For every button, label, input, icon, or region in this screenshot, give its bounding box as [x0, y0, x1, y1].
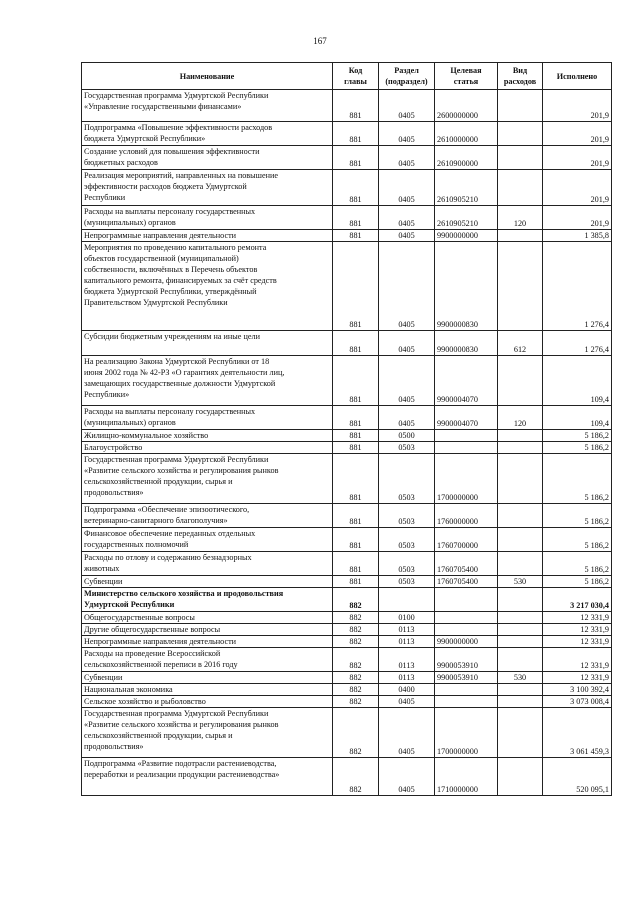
- cell-name: Непрограммные направления деятельности: [82, 636, 333, 648]
- cell-amount: 5 186,2: [543, 454, 612, 504]
- cell-type: 612: [498, 331, 543, 356]
- cell-target: 9900053910: [435, 648, 498, 672]
- cell-amount: 201,9: [543, 122, 612, 146]
- header-target: Целевая статья: [435, 63, 498, 90]
- cell-type: [498, 122, 543, 146]
- cell-section: [379, 588, 435, 612]
- cell-type: [498, 588, 543, 612]
- cell-section: 0405: [379, 356, 435, 406]
- cell-type: 120: [498, 406, 543, 430]
- cell-section: 0113: [379, 648, 435, 672]
- cell-target: 9900004070: [435, 356, 498, 406]
- table-row: [82, 672, 612, 684]
- cell-name: Другие общегосударственные вопросы: [82, 624, 333, 636]
- cell-code: 882: [333, 684, 379, 696]
- cell-name: Государственная программа Удмуртской Республики «Управление государственными финансами»: [82, 90, 333, 122]
- cell-type: [498, 758, 543, 796]
- cell-amount: 5 186,2: [543, 504, 612, 528]
- cell-type: [498, 454, 543, 504]
- cell-name: Создание условий для повышения эффективности бюджетных расходов: [82, 146, 333, 170]
- cell-code: 881: [333, 406, 379, 430]
- cell-type: [498, 242, 543, 331]
- cell-type: [498, 636, 543, 648]
- cell-name: Общегосударственные вопросы: [82, 612, 333, 624]
- cell-code: 881: [333, 206, 379, 230]
- cell-target: 2610000000: [435, 122, 498, 146]
- cell-code: 881: [333, 331, 379, 356]
- cell-type: [498, 230, 543, 242]
- cell-amount: 201,9: [543, 146, 612, 170]
- cell-code: 881: [333, 442, 379, 454]
- cell-amount: 3 061 459,3: [543, 708, 612, 758]
- cell-section: 0405: [379, 170, 435, 206]
- table-row: [82, 758, 612, 796]
- table-row: [82, 708, 612, 758]
- cell-type: [498, 624, 543, 636]
- cell-code: 882: [333, 612, 379, 624]
- cell-type: [498, 648, 543, 672]
- cell-section: 0503: [379, 576, 435, 588]
- cell-type: [498, 528, 543, 552]
- cell-target: [435, 612, 498, 624]
- cell-section: 0405: [379, 206, 435, 230]
- cell-code: 882: [333, 708, 379, 758]
- cell-type: [498, 430, 543, 442]
- table-row: [82, 242, 612, 331]
- cell-name: Расходы по отлову и содержанию безнадзорных животных: [82, 552, 333, 576]
- table-row: [82, 552, 612, 576]
- cell-target: 2610905210: [435, 206, 498, 230]
- cell-name: Государственная программа Удмуртской Республики «Развитие сельского хозяйства и регулирования рынков сельскохозяйственной продукции, сырья и продовольствия»: [82, 708, 333, 758]
- table-row: [82, 331, 612, 356]
- table-row: [82, 528, 612, 552]
- cell-code: 882: [333, 758, 379, 796]
- cell-section: 0113: [379, 624, 435, 636]
- cell-amount: 1 276,4: [543, 242, 612, 331]
- cell-section: 0405: [379, 122, 435, 146]
- cell-amount: 1 276,4: [543, 331, 612, 356]
- cell-name: Субвенции: [82, 576, 333, 588]
- cell-section: 0113: [379, 636, 435, 648]
- cell-section: 0405: [379, 708, 435, 758]
- header-code: Код главы: [333, 63, 379, 90]
- cell-code: 881: [333, 122, 379, 146]
- cell-amount: 5 186,2: [543, 430, 612, 442]
- cell-amount: 12 331,9: [543, 612, 612, 624]
- cell-code: 881: [333, 356, 379, 406]
- cell-target: 9900004070: [435, 406, 498, 430]
- cell-amount: 5 186,2: [543, 552, 612, 576]
- cell-section: 0405: [379, 230, 435, 242]
- cell-section: 0405: [379, 696, 435, 708]
- cell-amount: 3 217 030,4: [543, 588, 612, 612]
- cell-section: 0405: [379, 146, 435, 170]
- cell-target: 1760700000: [435, 528, 498, 552]
- cell-amount: 201,9: [543, 206, 612, 230]
- cell-type: [498, 612, 543, 624]
- cell-section: 0405: [379, 406, 435, 430]
- cell-amount: 3 100 392,4: [543, 684, 612, 696]
- table-row: [82, 648, 612, 672]
- cell-name: Реализация мероприятий, направленных на повышение эффективности расходов бюджета Удмуртской Республики: [82, 170, 333, 206]
- table-row: [82, 696, 612, 708]
- cell-section: 0400: [379, 684, 435, 696]
- table-body: [82, 90, 612, 796]
- cell-target: [435, 696, 498, 708]
- cell-target: 1760705400: [435, 552, 498, 576]
- cell-type: [498, 90, 543, 122]
- cell-name: Расходы на проведение Всероссийской сельскохозяйственной переписи в 2016 году: [82, 648, 333, 672]
- cell-target: [435, 624, 498, 636]
- table-row: [82, 430, 612, 442]
- cell-target: 1710000000: [435, 758, 498, 796]
- table-row: [82, 90, 612, 122]
- cell-target: 9900000000: [435, 230, 498, 242]
- cell-name: Непрограммные направления деятельности: [82, 230, 333, 242]
- table-row: [82, 356, 612, 406]
- table-row: [82, 230, 612, 242]
- cell-section: 0503: [379, 528, 435, 552]
- cell-code: 881: [333, 576, 379, 588]
- cell-section: 0100: [379, 612, 435, 624]
- cell-name: Расходы на выплаты персоналу государственных (муниципальных) органов: [82, 206, 333, 230]
- cell-name: Подпрограмма «Развитие подотрасли растениеводства, переработки и реализации продукции растениеводства»: [82, 758, 333, 796]
- cell-name: Государственная программа Удмуртской Республики «Развитие сельского хозяйства и регулирования рынков сельскохозяйственной продукции, сырья и продовольствия»: [82, 454, 333, 504]
- cell-section: 0113: [379, 672, 435, 684]
- cell-code: 881: [333, 504, 379, 528]
- cell-target: 9900000830: [435, 331, 498, 356]
- cell-type: 530: [498, 576, 543, 588]
- cell-amount: 109,4: [543, 406, 612, 430]
- cell-amount: 5 186,2: [543, 442, 612, 454]
- cell-amount: 5 186,2: [543, 528, 612, 552]
- cell-type: [498, 356, 543, 406]
- cell-target: 9900053910: [435, 672, 498, 684]
- cell-name: Подпрограмма «Повышение эффективности расходов бюджета Удмуртской Республики»: [82, 122, 333, 146]
- cell-target: 9900000830: [435, 242, 498, 331]
- cell-target: [435, 684, 498, 696]
- table-row: [82, 454, 612, 504]
- table-row: [82, 504, 612, 528]
- cell-target: 1700000000: [435, 454, 498, 504]
- cell-name: Мероприятия по проведению капитального ремонта объектов государственной (муниципальной) собственности, включённых в Перечень объектов капитального ремонта, финансируемых за счёт средств бюджета Удмуртской Республики, утверждённый Правительством Удмуртской Республики: [82, 242, 333, 331]
- table-row: [82, 206, 612, 230]
- table-row: [82, 406, 612, 430]
- cell-type: [498, 442, 543, 454]
- cell-target: 2610900000: [435, 146, 498, 170]
- cell-amount: 12 331,9: [543, 636, 612, 648]
- cell-section: 0405: [379, 90, 435, 122]
- cell-code: 881: [333, 552, 379, 576]
- cell-name: Благоустройство: [82, 442, 333, 454]
- cell-amount: 3 073 008,4: [543, 696, 612, 708]
- cell-type: [498, 684, 543, 696]
- cell-code: 881: [333, 146, 379, 170]
- table-row: [82, 170, 612, 206]
- cell-name: Жилищно-коммунальное хозяйство: [82, 430, 333, 442]
- header-type: Вид расходов: [498, 63, 543, 90]
- cell-code: 881: [333, 528, 379, 552]
- table-row: [82, 684, 612, 696]
- cell-name: Национальная экономика: [82, 684, 333, 696]
- cell-section: 0503: [379, 504, 435, 528]
- cell-amount: 201,9: [543, 170, 612, 206]
- cell-type: [498, 696, 543, 708]
- table-row: [82, 624, 612, 636]
- cell-code: 881: [333, 430, 379, 442]
- cell-name: Подпрограмма «Обеспечение эпизоотического, ветеринарно-санитарного благополучия»: [82, 504, 333, 528]
- table-header-row: [82, 63, 612, 90]
- cell-type: [498, 504, 543, 528]
- cell-target: 1760000000: [435, 504, 498, 528]
- cell-target: 1760705400: [435, 576, 498, 588]
- cell-section: 0503: [379, 552, 435, 576]
- cell-name: Субсидии бюджетным учреждениям на иные цели: [82, 331, 333, 356]
- table-row: [82, 612, 612, 624]
- cell-code: 881: [333, 230, 379, 242]
- header-section: Раздел (подраздел): [379, 63, 435, 90]
- cell-code: 882: [333, 696, 379, 708]
- cell-type: 530: [498, 672, 543, 684]
- cell-target: 2610905210: [435, 170, 498, 206]
- cell-amount: 1 385,8: [543, 230, 612, 242]
- cell-section: 0405: [379, 331, 435, 356]
- table-row: [82, 122, 612, 146]
- table-row: [82, 636, 612, 648]
- cell-code: 882: [333, 648, 379, 672]
- cell-target: 9900000000: [435, 636, 498, 648]
- cell-name: Финансовое обеспечение переданных отдельных государственных полномочий: [82, 528, 333, 552]
- cell-name: Министерство сельского хозяйства и продовольствия Удмуртской Республики: [82, 588, 333, 612]
- header-name: Наименование: [82, 63, 333, 90]
- cell-type: [498, 708, 543, 758]
- cell-amount: 109,4: [543, 356, 612, 406]
- cell-code: 882: [333, 672, 379, 684]
- cell-section: 0503: [379, 454, 435, 504]
- table-row: [82, 588, 612, 612]
- cell-section: 0503: [379, 442, 435, 454]
- cell-section: 0500: [379, 430, 435, 442]
- budget-table: [81, 62, 612, 796]
- cell-name: Субвенции: [82, 672, 333, 684]
- table-row: [82, 576, 612, 588]
- cell-type: [498, 552, 543, 576]
- cell-name: Расходы на выплаты персоналу государственных (муниципальных) органов: [82, 406, 333, 430]
- header-amount: Исполнено: [543, 63, 612, 90]
- cell-target: [435, 442, 498, 454]
- cell-code: 882: [333, 636, 379, 648]
- cell-target: 1700000000: [435, 708, 498, 758]
- cell-amount: 12 331,9: [543, 672, 612, 684]
- cell-amount: 12 331,9: [543, 648, 612, 672]
- cell-target: [435, 430, 498, 442]
- cell-section: 0405: [379, 758, 435, 796]
- cell-type: 120: [498, 206, 543, 230]
- cell-code: 881: [333, 454, 379, 504]
- cell-name: На реализацию Закона Удмуртской Республики от 18 июня 2002 года № 42-РЗ «О гарантиях деятельности лиц, замещающих государственные должности Удмуртской Республики»: [82, 356, 333, 406]
- cell-type: [498, 146, 543, 170]
- cell-amount: 12 331,9: [543, 624, 612, 636]
- table-row: [82, 442, 612, 454]
- cell-target: [435, 588, 498, 612]
- cell-amount: 201,9: [543, 90, 612, 122]
- page-number: 167: [313, 36, 327, 46]
- cell-section: 0405: [379, 242, 435, 331]
- cell-amount: 5 186,2: [543, 576, 612, 588]
- cell-type: [498, 170, 543, 206]
- cell-name: Сельское хозяйство и рыболовство: [82, 696, 333, 708]
- table-row: [82, 146, 612, 170]
- cell-code: 882: [333, 624, 379, 636]
- cell-target: 2600000000: [435, 90, 498, 122]
- cell-code: 881: [333, 90, 379, 122]
- cell-code: 882: [333, 588, 379, 612]
- cell-code: 881: [333, 170, 379, 206]
- cell-code: 881: [333, 242, 379, 331]
- cell-amount: 520 095,1: [543, 758, 612, 796]
